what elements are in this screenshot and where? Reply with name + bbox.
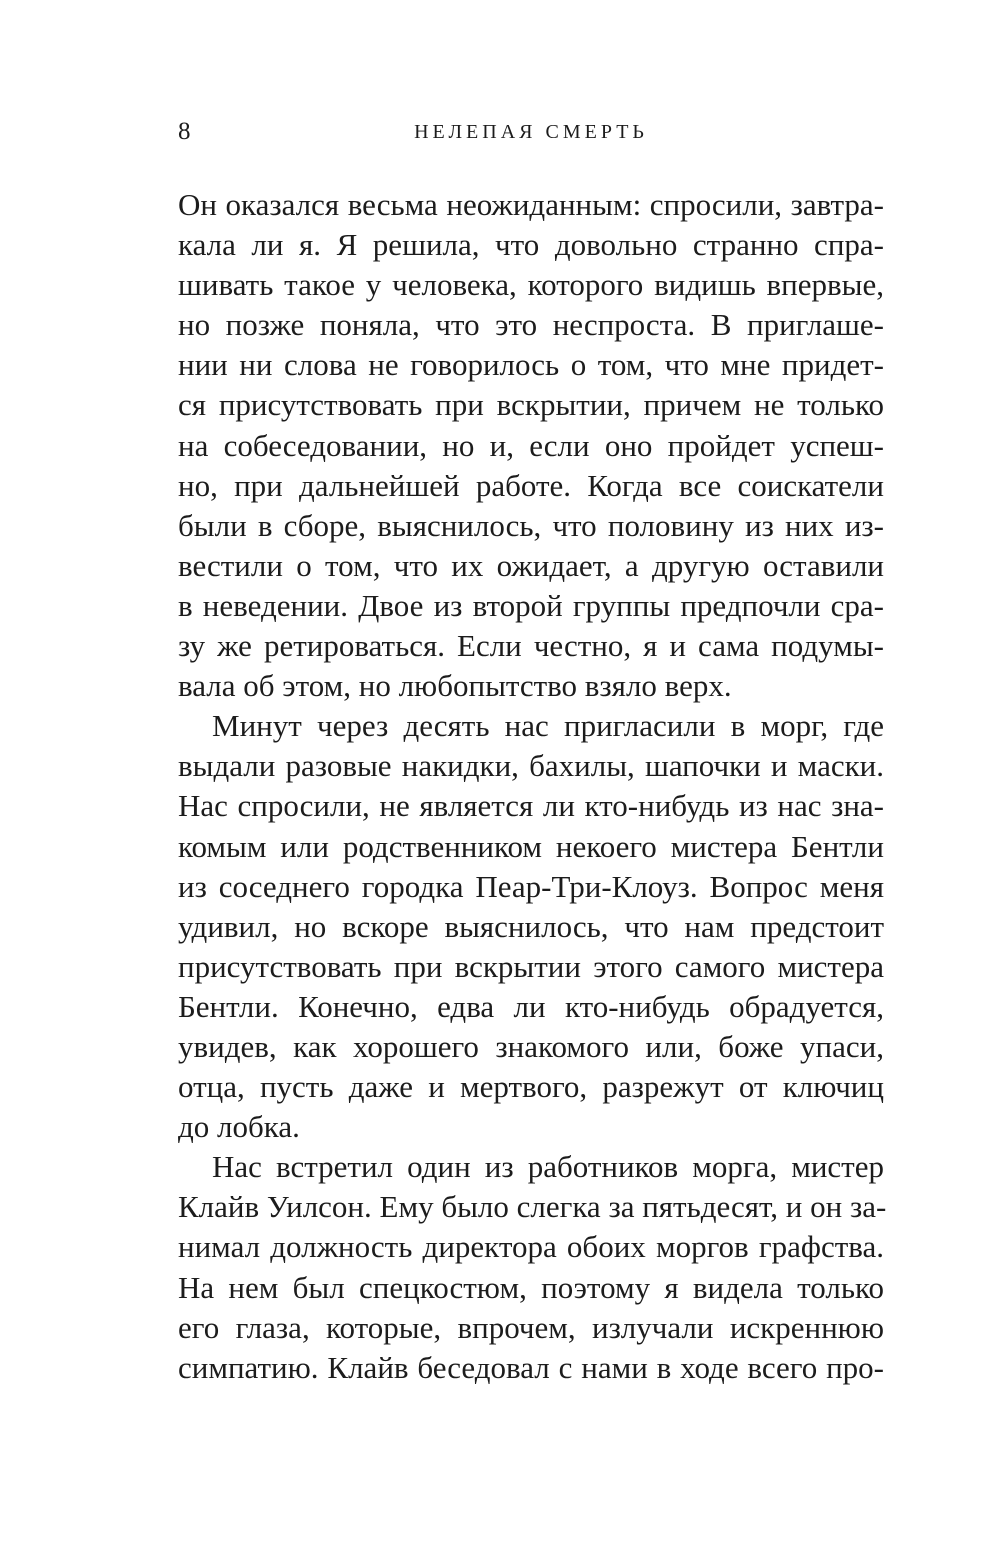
text-line: вестили о том, что их ожидает, а другую оставили	[178, 547, 884, 583]
text-line: ся присутствовать при вскрытии, причем не только	[178, 387, 884, 423]
text-line: Нас спросили, не является ли кто-нибудь из нас зна-	[178, 788, 884, 824]
text-line: Бентли. Конечно, едва ли кто-нибудь обрадуется,	[178, 988, 884, 1024]
text-line: но позже поняла, что это неспроста. В приглаше-	[178, 307, 884, 343]
text-line: шивать такое у человека, которого видишь впервые,	[178, 267, 884, 303]
text-line: но, при дальнейшей работе. Когда все соискатели	[178, 467, 884, 503]
text-line: увидев, как хорошего знакомого или, боже упаси,	[178, 1028, 884, 1064]
text-line: симпатию. Клайв беседовал с нами в ходе всего про-	[178, 1349, 884, 1385]
running-head	[178, 112, 884, 152]
paragraph-1	[178, 185, 884, 706]
text-line: нимал должность директора обоих моргов графства.	[178, 1229, 884, 1265]
text-line: Клайв Уилсон. Ему было слегка за пятьдесят, и он за-	[178, 1189, 887, 1225]
text-line: Он оказался весьма неожиданным: спросили, завтра-	[178, 187, 884, 222]
text-line: зу же ретироваться. Если честно, я и сама подумы-	[178, 628, 884, 664]
text-line: на собеседовании, но и, если оно пройдет успеш-	[178, 427, 884, 463]
text-line: удивил, но вскоре выяснилось, что нам предстоит	[178, 908, 884, 944]
paragraph-3	[178, 1147, 887, 1388]
text-line: выдали разовые накидки, бахилы, шапочки и маски.	[178, 748, 884, 784]
text-line: до лобка.	[178, 1109, 300, 1145]
page-number: 8	[178, 118, 191, 145]
text-line: вала об этом, но любопытство взяло верх.	[178, 668, 732, 704]
running-title: НЕЛЕПАЯ СМЕРТЬ	[414, 121, 648, 143]
text-line: нии ни слова не говорилось о том, что мне придет-	[178, 347, 884, 383]
paragraph-2	[178, 706, 884, 1147]
text-line: его глаза, которые, впрочем, излучали искреннюю	[178, 1309, 884, 1345]
text-line: из соседнего городка Пеар-Три-Клоуз. Вопрос меня	[178, 868, 884, 904]
text-line: отца, пусть даже и мертвого, разрежут от ключиц	[178, 1069, 884, 1105]
text-line: комым или родственником некоего мистера Бентли	[178, 828, 884, 864]
text-line: в неведении. Двое из второй группы предпочли сра-	[178, 587, 884, 623]
text-line: были в сборе, выяснилось, что половину из них из-	[178, 507, 884, 543]
text-line: присутствовать при вскрытии этого самого мистера	[178, 948, 884, 984]
text-line: кала ли я. Я решила, что довольно странно спра-	[178, 227, 884, 263]
body-text	[178, 185, 887, 1388]
text-line: Минут через десять нас пригласили в морг, где	[212, 708, 884, 744]
text-line: Нас встретил один из работников морга, мистер	[212, 1149, 884, 1185]
text-line: На нем был спецкостюм, поэтому я видела только	[178, 1269, 884, 1305]
